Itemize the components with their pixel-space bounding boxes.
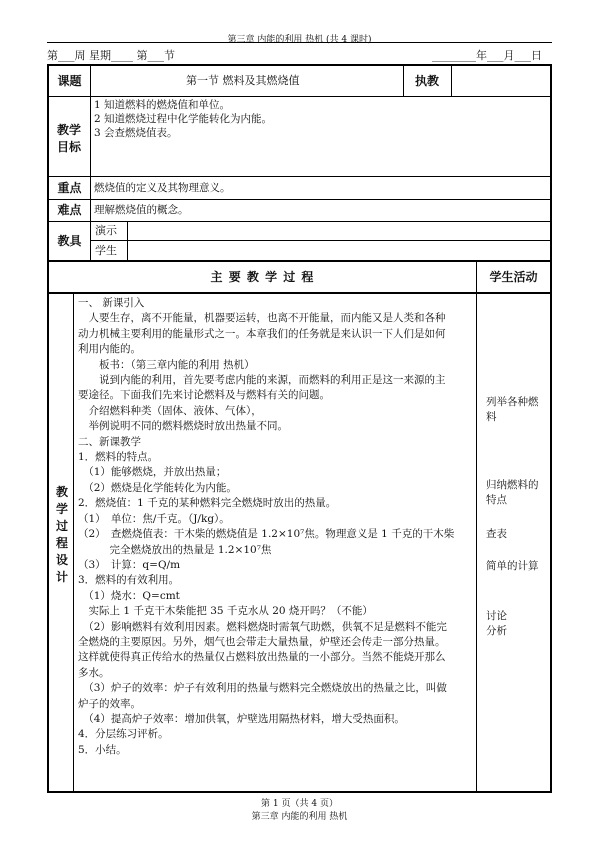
- process-line: 人要生存，离不开能量，机器要运转，也离不开能量，而内能又是人类和各种: [78, 312, 446, 325]
- process-line: 板书：（第三章内能的利用 热机）: [78, 358, 255, 371]
- process-line: （2） 查燃烧值表：干木柴的燃烧值是 1.2×10⁷焦。物理意义是 1 千克的干木柴: [78, 528, 455, 541]
- difficulty-value: 理解燃烧值的概念。: [94, 204, 189, 216]
- table-right-border: [550, 64, 552, 793]
- activity-summarize-features: 归纳燃料的特点: [486, 479, 539, 506]
- process-line: 5．小结。: [78, 743, 127, 756]
- process-line: 介绍燃料种类（固体、液体、气体），: [78, 404, 262, 417]
- process-line: （3）炉子的效率：炉子有效利用的热量与燃料完全燃烧放出的热量之比，叫做: [78, 682, 447, 695]
- running-header: 第三章 内能的利用 热机 (共 4 课时): [227, 35, 372, 45]
- activity-list-fuels: 列举各种燃料: [486, 396, 539, 423]
- process-line: （2）燃烧是化学能转化为内能。: [78, 481, 237, 494]
- process-line: （2）影响燃料有效利用因素。燃料燃烧时需氧气助燃，供氧不足是燃料不能完: [78, 620, 447, 633]
- process-line: 利用内能的。: [78, 343, 141, 356]
- process-line: 一、 新课引入: [78, 297, 145, 309]
- process-label: 教学过程设计: [55, 485, 68, 584]
- process-line: 多水。: [78, 666, 110, 679]
- activity-discuss-analyze: 讨论分析: [486, 610, 507, 637]
- process-line: 二、新课教学: [78, 435, 141, 448]
- process-line: 要途径。下面我们先来讨论燃料及与燃料有关的问题。: [78, 389, 330, 402]
- process-header: 主 要 教 学 过 程: [210, 270, 315, 284]
- process-line: 1．燃料的特点。: [78, 451, 159, 464]
- process-line: （4）提高炉子效率：增加供氧，炉壁选用隔热材料，增大受热面积。: [78, 712, 405, 725]
- goals-list: [94, 98, 394, 140]
- aids-student-label: 学生: [95, 244, 117, 257]
- key-point-value: 燃烧值的定义及其物理意义。: [94, 182, 231, 194]
- process-line: （1） 单位：焦/千克。（J/kg）。: [78, 512, 230, 525]
- process-line: 这样就使得真正传给水的热量仅占燃料放出热量的一小部分。当然不能烧开那么: [78, 651, 446, 664]
- process-line: 全燃烧的主要原因。另外，烟气也会带走大量热量，炉壁还会传走一部分热量。: [78, 635, 446, 648]
- process-line: （1）能够燃烧，并放出热量；: [78, 466, 227, 479]
- process-line: 炉子的效率。: [78, 697, 141, 710]
- process-line: 4．分层练习评析。: [78, 728, 169, 741]
- activity-simple-calculation: 简单的计算: [486, 560, 539, 572]
- table-top-border: [47, 64, 552, 66]
- process-line: （3） 计算：q=Q/m: [78, 558, 181, 571]
- goal-item: 1 知道燃料的燃烧值和单位。: [94, 99, 231, 111]
- process-body: [78, 296, 474, 758]
- process-line: 3．燃料的有效利用。: [78, 574, 180, 587]
- process-line: 2．燃烧值：1 千克的某种燃料完全燃烧时放出的热量。: [78, 497, 337, 510]
- process-line: 动力机械主要利用的能量形式之一。本章我们的任务就是来认识一下人们是如何: [78, 327, 446, 340]
- goal-item: 3 会查燃烧值表。: [94, 127, 178, 139]
- process-line: 完全燃烧放出的热量是 1.2×10⁷焦: [78, 543, 272, 556]
- week-period-line: 第___周 星期____ 第___节: [47, 49, 175, 62]
- header-rule: [47, 42, 552, 43]
- key-point-label: 重点: [57, 181, 82, 195]
- topic-value: 第一节 燃料及其燃烧值: [186, 74, 300, 87]
- process-line: 实际上 1 千克干木柴能把 35 千克水从 20 烧开吗？（不能）: [78, 605, 373, 618]
- table-left-border: [47, 64, 49, 793]
- goal-item: 2 知道燃烧过程中化学能转化为内能。: [94, 113, 273, 125]
- topic-label: 课题: [57, 74, 82, 88]
- teacher-label: 执教: [414, 74, 439, 88]
- difficulty-label: 难点: [57, 203, 82, 217]
- process-line: （1）烧水：Q=cmt: [78, 589, 180, 602]
- date-line: ________年___月___日: [432, 49, 542, 62]
- aids-demo-label: 演示: [95, 224, 117, 237]
- page-number: 第 1 页（共 4 页）: [261, 799, 338, 809]
- activity-look-up-table: 查表: [486, 528, 507, 540]
- process-line: 举例说明不同的燃料燃烧时放出热量不同。: [78, 420, 288, 433]
- goals-label: 教学目标: [56, 123, 81, 154]
- footer-chapter: 第三章 内能的利用 热机: [251, 812, 348, 822]
- teaching-aids-label: 教具: [57, 234, 82, 248]
- process-line: 说到内能的利用，首先要考虑内能的来源，而燃料的利用正是这一来源的主: [78, 374, 446, 387]
- activity-header: 学生活动: [489, 270, 538, 284]
